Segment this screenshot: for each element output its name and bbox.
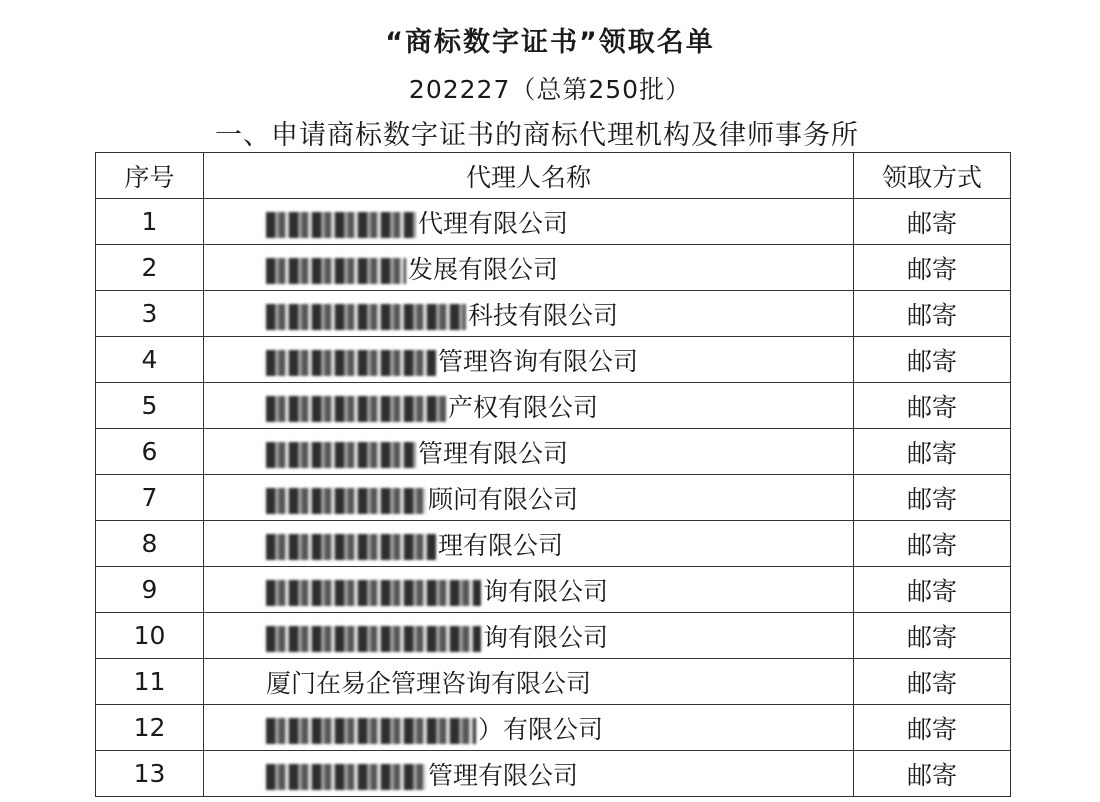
- row-method: 邮寄: [854, 291, 1011, 337]
- agent-name-text: 发展有限公司: [408, 254, 559, 284]
- row-serial: 12: [96, 705, 204, 751]
- redaction-mask: [266, 442, 416, 468]
- row-agent-name: [204, 199, 854, 245]
- agent-name-text: 询有限公司: [483, 622, 609, 652]
- row-serial: 10: [96, 613, 204, 659]
- row-serial: 9: [96, 567, 204, 613]
- row-agent-name: [204, 567, 854, 613]
- row-serial: 8: [96, 521, 204, 567]
- row-serial: 4: [96, 337, 204, 383]
- row-agent-name: [204, 245, 854, 291]
- agent-name-text: 管理有限公司: [428, 760, 579, 790]
- agent-name-text: 顾问有限公司: [428, 484, 579, 514]
- row-method: 邮寄: [854, 567, 1011, 613]
- redaction-mask: [266, 258, 406, 284]
- table-row: [96, 705, 1011, 751]
- table-row: [96, 613, 1011, 659]
- row-agent-name: [204, 475, 854, 521]
- redaction-mask: [266, 396, 446, 422]
- redaction-mask: [266, 718, 476, 744]
- recipient-table: [95, 152, 1011, 797]
- redaction-mask: [266, 534, 436, 560]
- table-row: [96, 751, 1011, 797]
- table-header-row: [96, 153, 1011, 199]
- agent-name-text: 理有限公司: [438, 530, 564, 560]
- agent-name-text: 询有限公司: [483, 576, 609, 606]
- table-row: [96, 567, 1011, 613]
- row-agent-name: [204, 659, 854, 705]
- row-serial: 13: [96, 751, 204, 797]
- row-agent-name: [204, 613, 854, 659]
- document-title: “商标数字证书”领取名单: [385, 27, 715, 58]
- row-method: 邮寄: [854, 521, 1011, 567]
- row-agent-name: [204, 291, 854, 337]
- table-row: [96, 337, 1011, 383]
- row-serial: 1: [96, 199, 204, 245]
- header-method: 领取方式: [854, 153, 1011, 199]
- row-method: 邮寄: [854, 199, 1011, 245]
- row-method: 邮寄: [854, 429, 1011, 475]
- row-agent-name: [204, 521, 854, 567]
- row-method: 邮寄: [854, 245, 1011, 291]
- table-row: [96, 659, 1011, 705]
- header-agent-name: 代理人名称: [204, 153, 854, 199]
- row-serial: 3: [96, 291, 204, 337]
- table-row: [96, 199, 1011, 245]
- row-method: 邮寄: [854, 659, 1011, 705]
- agent-name-text: 管理有限公司: [418, 438, 569, 468]
- row-method: 邮寄: [854, 475, 1011, 521]
- table-row: [96, 475, 1011, 521]
- agent-name-text: 科技有限公司: [468, 300, 619, 330]
- redaction-mask: [266, 350, 436, 376]
- row-agent-name: [204, 429, 854, 475]
- row-serial: 5: [96, 383, 204, 429]
- table-row: [96, 383, 1011, 429]
- table-row: [96, 291, 1011, 337]
- table-row: [96, 521, 1011, 567]
- row-method: 邮寄: [854, 751, 1011, 797]
- row-serial: 2: [96, 245, 204, 291]
- redaction-mask: [266, 580, 481, 606]
- row-serial: 6: [96, 429, 204, 475]
- row-agent-name: [204, 383, 854, 429]
- redaction-mask: [266, 626, 481, 652]
- redaction-mask: [266, 488, 426, 514]
- agent-name-text: 代理有限公司: [418, 208, 569, 238]
- redaction-mask: [266, 764, 426, 790]
- row-serial: 11: [96, 659, 204, 705]
- row-method: 邮寄: [854, 613, 1011, 659]
- row-agent-name: [204, 705, 854, 751]
- agent-name-text: 厦门在易企管理咨询有限公司: [266, 668, 592, 698]
- batch-subtitle: 202227（总第250批）: [408, 75, 692, 104]
- row-method: 邮寄: [854, 337, 1011, 383]
- redaction-mask: [266, 212, 416, 238]
- row-method: 邮寄: [854, 705, 1011, 751]
- row-serial: 7: [96, 475, 204, 521]
- agent-name-text: ）有限公司: [478, 714, 604, 744]
- section-heading: 一、申请商标数字证书的商标代理机构及律师事务所: [215, 120, 859, 151]
- row-agent-name: [204, 337, 854, 383]
- row-method: 邮寄: [854, 383, 1011, 429]
- table-row: [96, 245, 1011, 291]
- row-agent-name: [204, 751, 854, 797]
- redaction-mask: [266, 304, 466, 330]
- header-serial: 序号: [96, 153, 204, 199]
- agent-name-text: 产权有限公司: [448, 392, 599, 422]
- table-row: [96, 429, 1011, 475]
- agent-name-text: 管理咨询有限公司: [438, 346, 639, 376]
